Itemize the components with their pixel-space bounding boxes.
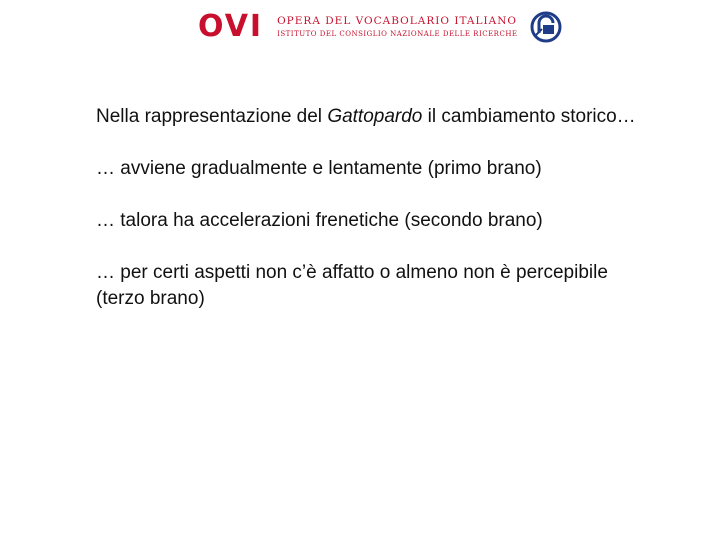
org-name-block: [277, 12, 517, 42]
point-1: … avviene gradualmente e lentamente (primo brano): [96, 158, 542, 179]
intro-text-start: Nella rappresentazione del: [96, 106, 328, 127]
slide-body: [96, 104, 656, 338]
org-name-line2: ISTITUTO DEL CONSIGLIO NAZIONALE DELLE RICERCHE: [277, 29, 518, 38]
point-2: … talora ha accelerazioni frenetiche (secondo brano): [96, 210, 543, 231]
cnr-logo-icon: [530, 11, 562, 43]
header-logo-band: [198, 10, 562, 44]
intro-text-end: il cambiamento storico…: [422, 106, 636, 127]
org-name-line1: OPERA DEL VOCABOLARIO ITALIANO: [277, 14, 517, 27]
point-3: … per certi aspetti non c’è affatto o almeno non è percepibile (terzo brano): [96, 262, 608, 309]
intro-title-italic: Gattopardo: [327, 106, 423, 127]
ovi-logo: OVI: [198, 9, 264, 44]
intro-paragraph: [96, 104, 656, 130]
